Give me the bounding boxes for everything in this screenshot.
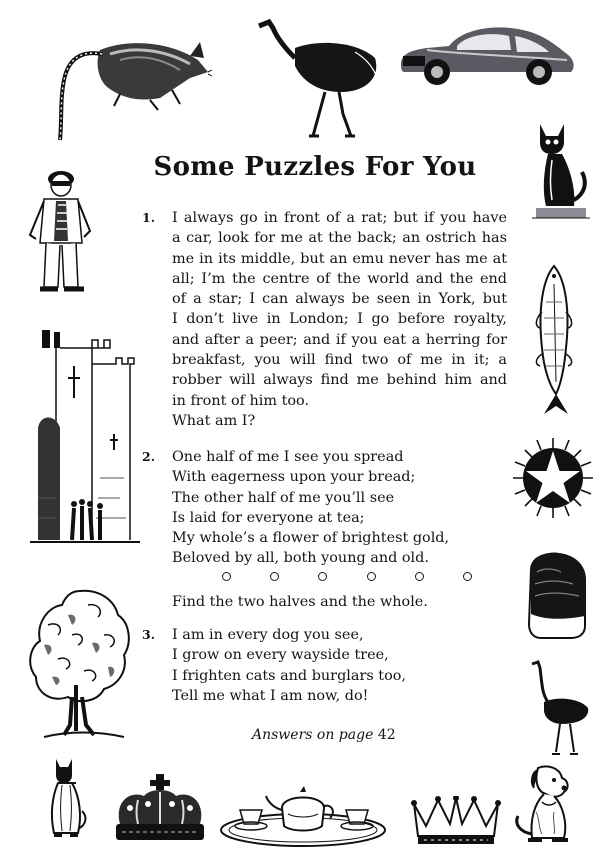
circle-ornament <box>463 572 472 581</box>
star-icon <box>512 437 594 519</box>
royal-crown-icon <box>110 772 210 848</box>
circle-ornament <box>270 572 279 581</box>
text-line: I always go in front of a rat; but if you have <box>172 210 507 226</box>
bread-icon <box>523 550 589 640</box>
tower-icon <box>30 318 140 558</box>
verse-line: Beloved by all, both young and old. <box>172 550 429 567</box>
verse-line: The other half of me you’ll see <box>172 489 395 506</box>
puzzle-text <box>172 208 507 431</box>
answers-text: Answers on page <box>252 727 374 743</box>
puzzle-number: 2. <box>142 449 156 464</box>
tree-icon <box>28 585 132 745</box>
herring-icon <box>530 262 578 416</box>
text-line: robber will always find me behind him and <box>172 372 507 389</box>
text-line: me in its middle, but an emu never has me at <box>172 250 507 267</box>
puzzle-3 <box>142 625 507 710</box>
puzzle-text <box>172 447 507 612</box>
tea-set-icon <box>218 778 388 848</box>
verse-line: I frighten cats and burglars too, <box>172 667 406 684</box>
text-line: of a star; I can always be seen in York, but <box>172 291 507 308</box>
puzzle-1 <box>142 208 507 433</box>
rat-icon <box>40 20 212 145</box>
verse-line: I am in every dog you see, <box>172 627 364 643</box>
page-title: Some Puzzles For You <box>153 152 477 182</box>
emu-icon <box>524 658 592 756</box>
dog-icon <box>42 755 90 839</box>
text-line: breakfast, you will find two of me in it; a <box>172 352 507 369</box>
text-line: What am I? <box>172 412 256 429</box>
circle-ornament <box>415 572 424 581</box>
text-line: I don’t live in London; I go before royalty, <box>172 311 507 328</box>
circle-divider <box>222 572 472 584</box>
ostrich-icon <box>255 18 383 140</box>
answers-note <box>252 727 396 743</box>
circle-ornament <box>222 572 231 581</box>
puzzle-number: 3. <box>142 627 156 642</box>
circle-ornament <box>318 572 327 581</box>
instruction-line: Find the two halves and the whole. <box>172 593 428 610</box>
verse-line: One half of me I see you spread <box>172 449 404 465</box>
verse-line: With eagerness upon your bread; <box>172 469 416 486</box>
text-line: in front of him too. <box>172 392 310 409</box>
cat-icon <box>528 120 592 222</box>
terrier-icon <box>508 762 580 848</box>
car-icon <box>397 20 577 88</box>
text-line: a car, look for me at the back; an ostrich has <box>172 230 507 247</box>
circle-ornament <box>367 572 376 581</box>
text-line: all; I’m the centre of the world and the end <box>172 270 507 287</box>
verse-line: Is laid for everyone at tea; <box>172 509 365 526</box>
puzzle-text <box>172 625 507 706</box>
coronet-icon <box>410 796 502 848</box>
verse-line: Tell me what I am now, do! <box>172 687 369 704</box>
text-line: and after a peer; and if you eat a herring for <box>172 331 507 348</box>
answers-page-number: 42 <box>377 727 396 743</box>
verse-line: I grow on every wayside tree, <box>172 647 389 664</box>
puzzle-number: 1. <box>142 210 156 225</box>
man-icon <box>26 165 96 295</box>
verse-line: My whole’s a flower of brightest gold, <box>172 530 450 547</box>
